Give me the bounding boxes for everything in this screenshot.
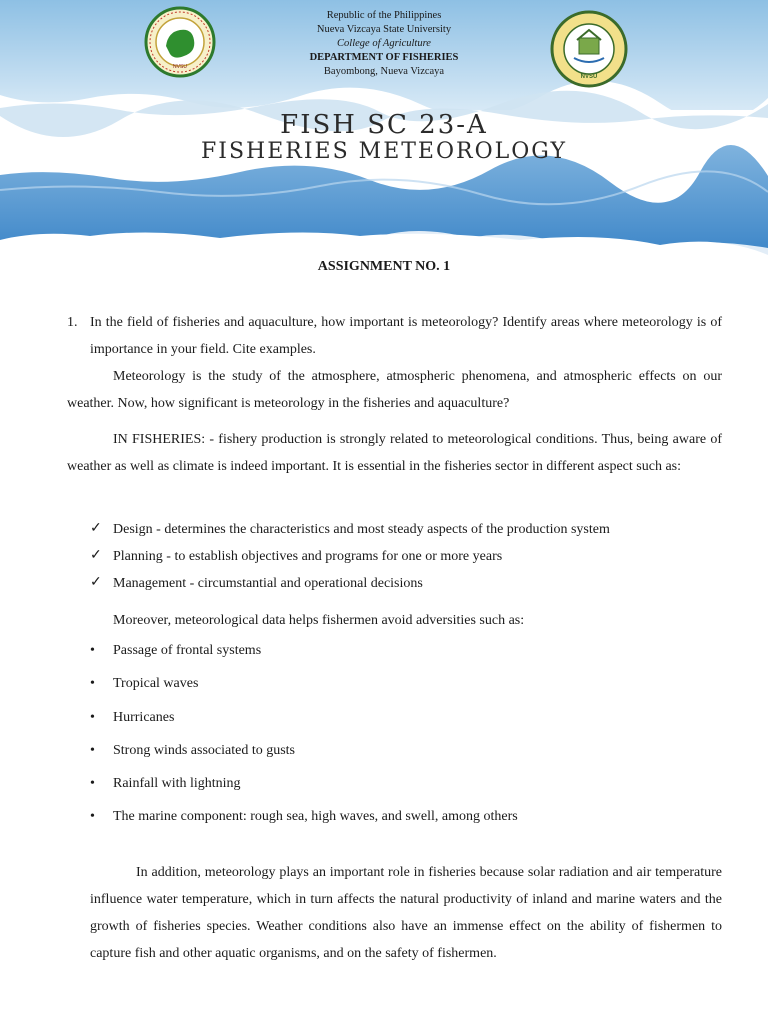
bullet-item: Tropical waves [113,676,199,691]
header-college: College of Agriculture [337,38,431,49]
assignment-title: ASSIGNMENT NO. 1 [317,259,451,274]
header-republic: Republic of the Philippines [326,10,442,21]
paragraph-intro: Meteorology is the study of the atmosphere, atmospheric phenomena, and atmospheric effects on our weather. Now, how significant is meteorology in the fisheries and aquaculture? [67,369,722,411]
bullet-icon: • [90,776,95,791]
bullet-icon: • [90,743,95,758]
bullet-item: Strong winds associated to gusts [113,743,295,758]
header-location: Bayombong, Nueva Vizcaya [323,66,445,77]
check-mark-icon: ✓ [90,548,102,563]
bullet-item: Hurricanes [113,710,175,725]
bullet-icon: • [90,809,95,824]
course-code: FISH SC 23-A [280,110,488,140]
paragraph-addition: In addition, meteorology plays an important role in fisheries because solar radiation and air temperature influence water temperature, which in turn affects the natural productivity of inland and marine waters and the growth of fisheries species. Weather conditions also have an immense effect on the ability of fishermen to capture fish and other aquatic organisms, and on the safety of fishermen. [90,865,722,961]
bullet-item: Passage of frontal systems [113,643,262,658]
paragraph-fisheries: IN FISHERIES: - fishery production is strongly related to meteorological conditions. Thus, being aware of weather as well as climate is indeed important. It is essential in the fisheries sector in different aspect such as: [67,432,722,474]
bullet-icon: • [90,710,95,725]
check-item: Design - determines the characteristics and most steady aspects of the production system [113,522,610,537]
check-item: Planning - to establish objectives and programs for one or more years [113,549,503,564]
header-university: Nueva Vizcaya State University [316,24,452,35]
bullet-item: Rainfall with lightning [113,776,241,791]
check-item: Management - circumstantial and operational decisions [113,576,423,591]
bullet-icon: • [90,643,95,658]
course-name: FISHERIES METEOROLOGY [201,139,567,164]
logo-right-bottom-text: NVSU [580,74,598,80]
header-department: DEPARTMENT OF FISHERIES [309,52,459,63]
check-mark-icon: ✓ [90,521,102,536]
question-number: 1. [67,315,78,330]
bullet-item: The marine component: rough sea, high waves, and swell, among others [113,809,518,824]
question-text: In the field of fisheries and aquaculture, how important is meteorology? Identify areas where meteorology is of importance in your field. Cite examples. [90,315,722,357]
paragraph-moreover: Moreover, meteorological data helps fishermen avoid adversities such as: [113,613,525,628]
bullet-icon: • [90,676,95,691]
check-mark-icon: ✓ [90,575,102,590]
logo-left-year: NVSU [173,64,187,70]
